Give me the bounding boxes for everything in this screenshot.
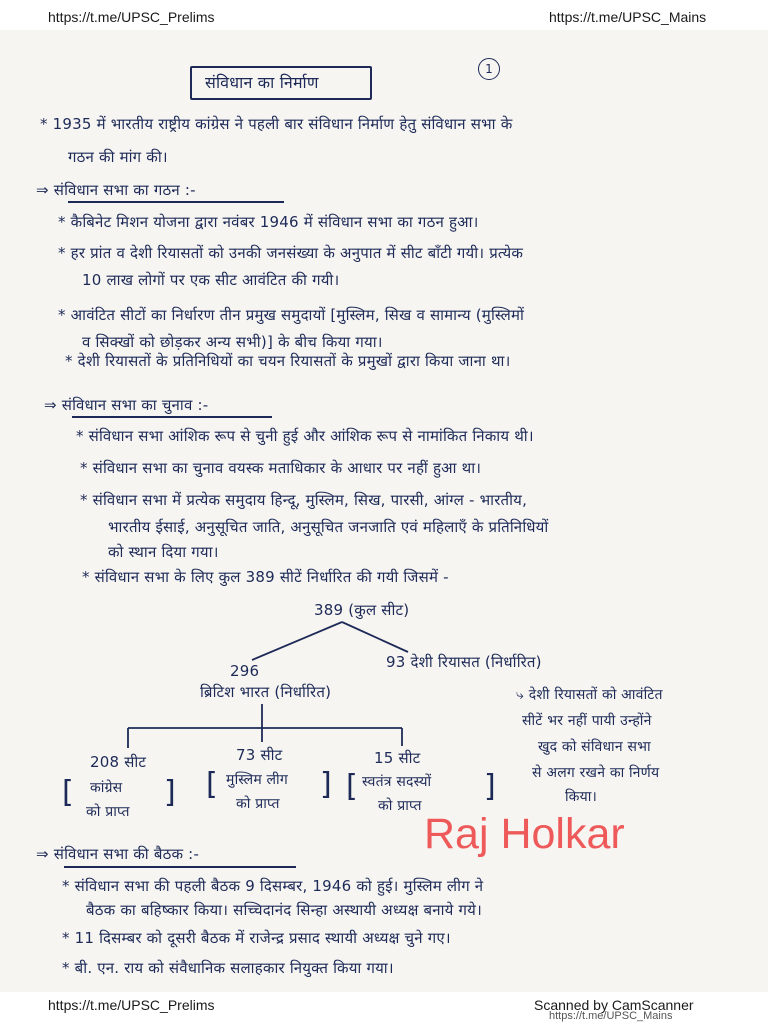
tree-child-2-bracket-left: [ [206, 767, 218, 802]
tree-note-5: किया। [565, 789, 598, 805]
tree-child-2-line-1: मुस्लिम लीग [226, 772, 288, 788]
formation-line-3: 10 लाख लोगों पर एक सीट आवंटित की गयी। [82, 271, 340, 289]
election-line-5: को स्थान दिया गया। [108, 543, 219, 561]
formation-line-2: * हर प्रांत व देशी रियासतों को उनकी जनसंख्या के अनुपात में सीट बाँटी गयी। प्रत्येक [58, 244, 524, 262]
intro-line-1: * 1935 में भारतीय राष्ट्रीय कांग्रेस ने पहली बार संविधान निर्माण हेतु संविधान सभा के [40, 115, 513, 133]
election-line-2: * संविधान सभा का चुनाव वयस्क मताधिकार के आधार पर नहीं हुआ था। [80, 459, 482, 477]
tree-child-2-bracket-right: ] [320, 767, 332, 802]
tree-child-3-line-1: स्वतंत्र सदस्यों [362, 774, 432, 790]
meeting-underline [64, 866, 296, 868]
election-line-4: भारतीय ईसाई, अनुसूचित जाति, अनुसूचित जनजाति एवं महिलाएँ के प्रतिनिधियों [108, 518, 549, 536]
meeting-line-3: * 11 दिसम्बर को दूसरी बैठक में राजेन्द्र प्रसाद स्थायी अध्यक्ष चुने गए। [62, 929, 451, 947]
tree-child-3-seats: 15 सीट [374, 749, 421, 767]
footer-left-link[interactable]: https://t.me/UPSC_Prelims [48, 997, 215, 1013]
tree-note-4: से अलग रखने का निर्णय [532, 765, 660, 781]
header-left-link[interactable]: https://t.me/UPSC_Prelims [48, 9, 215, 25]
tree-note-2: सीटें भर नहीं पायी उन्होंने [522, 713, 652, 729]
footer-camscanner-label: Scanned by CamScanner [534, 997, 694, 1013]
formation-line-4: * आवंटित सीटों का निर्धारण तीन प्रमुख समुदायों [मुस्लिम, सिख व सामान्य (मुस्लिमों [58, 306, 525, 324]
tree-child-2-seats: 73 सीट [236, 746, 283, 764]
meeting-heading: ⇒ संविधान सभा की बैठक :- [36, 845, 200, 863]
tree-child-1-seats: 208 सीट [90, 753, 147, 771]
tree-branch-left [252, 622, 342, 660]
watermark-text: Raj Holkar [424, 810, 625, 858]
footer-right-link[interactable]: https://t.me/UPSC_Mains [549, 1010, 673, 1022]
notes-page [0, 30, 768, 992]
tree-child-1-line-1: कांग्रेस [90, 780, 123, 796]
tree-right-label: 93 देशी रियासत (निर्धारित) [386, 653, 542, 671]
formation-line-5: व सिक्खों को छोड़कर अन्य सभी)] के बीच किया गया। [82, 333, 383, 351]
tree-child-1-line-2: को प्राप्त [86, 804, 130, 820]
page-number: 1 [478, 58, 500, 80]
tree-root: 389 (कुल सीट) [314, 601, 410, 619]
tree-left-label: ब्रिटिश भारत (निर्धारित) [200, 683, 332, 701]
tree-child-1-bracket-left: [ [62, 775, 74, 810]
meeting-line-2: बैठक का बहिष्कार किया। सच्चिदानंद सिन्हा अस्थायी अध्यक्ष बनाये गये। [86, 901, 482, 919]
election-line-3: * संविधान सभा में प्रत्येक समुदाय हिन्दू, मुस्लिम, सिख, पारसी, आंग्ल - भारतीय, [80, 491, 528, 509]
tree-left-num: 296 [230, 662, 260, 680]
tree-child-2-line-2: को प्राप्त [236, 796, 280, 812]
tree-child-3-line-2: को प्राप्त [378, 798, 422, 814]
tree-child-3-bracket-right: ] [484, 769, 496, 804]
intro-line-2: गठन की मांग की। [68, 148, 168, 166]
tree-note-3: खुद को संविधान सभा [538, 739, 651, 755]
election-line-6: * संविधान सभा के लिए कुल 389 सीटें निर्धारित की गयी जिसमें - [82, 568, 449, 586]
election-heading: ⇒ संविधान सभा का चुनाव :- [44, 396, 209, 414]
meeting-line-1: * संविधान सभा की पहली बैठक 9 दिसम्बर, 1946 को हुई। मुस्लिम लीग ने [62, 877, 484, 895]
formation-heading: ⇒ संविधान सभा का गठन :- [36, 181, 196, 199]
tree-note-1: ⤷ देशी रियासतों को आवंटित [516, 687, 663, 703]
tree-child-3-bracket-left: [ [346, 769, 358, 804]
formation-line-6: * देशी रियासतों के प्रतिनिधियों का चयन रियासतों के प्रमुखों द्वारा किया जाना था। [65, 352, 511, 370]
meeting-line-4: * बी. एन. राय को संवैधानिक सलाहकार नियुक्त किया गया। [62, 959, 394, 977]
page-title: संविधान का निर्माण [205, 73, 319, 92]
tree-child-1-bracket-right: ] [164, 775, 176, 810]
tree-branch-right [342, 622, 408, 652]
election-line-1: * संविधान सभा आंशिक रूप से चुनी हुई और आंशिक रूप से नामांकित निकाय थी। [76, 427, 534, 445]
header-right-link[interactable]: https://t.me/UPSC_Mains [549, 9, 707, 25]
formation-line-1: * कैबिनेट मिशन योजना द्वारा नवंबर 1946 में संविधान सभा का गठन हुआ। [58, 213, 479, 231]
